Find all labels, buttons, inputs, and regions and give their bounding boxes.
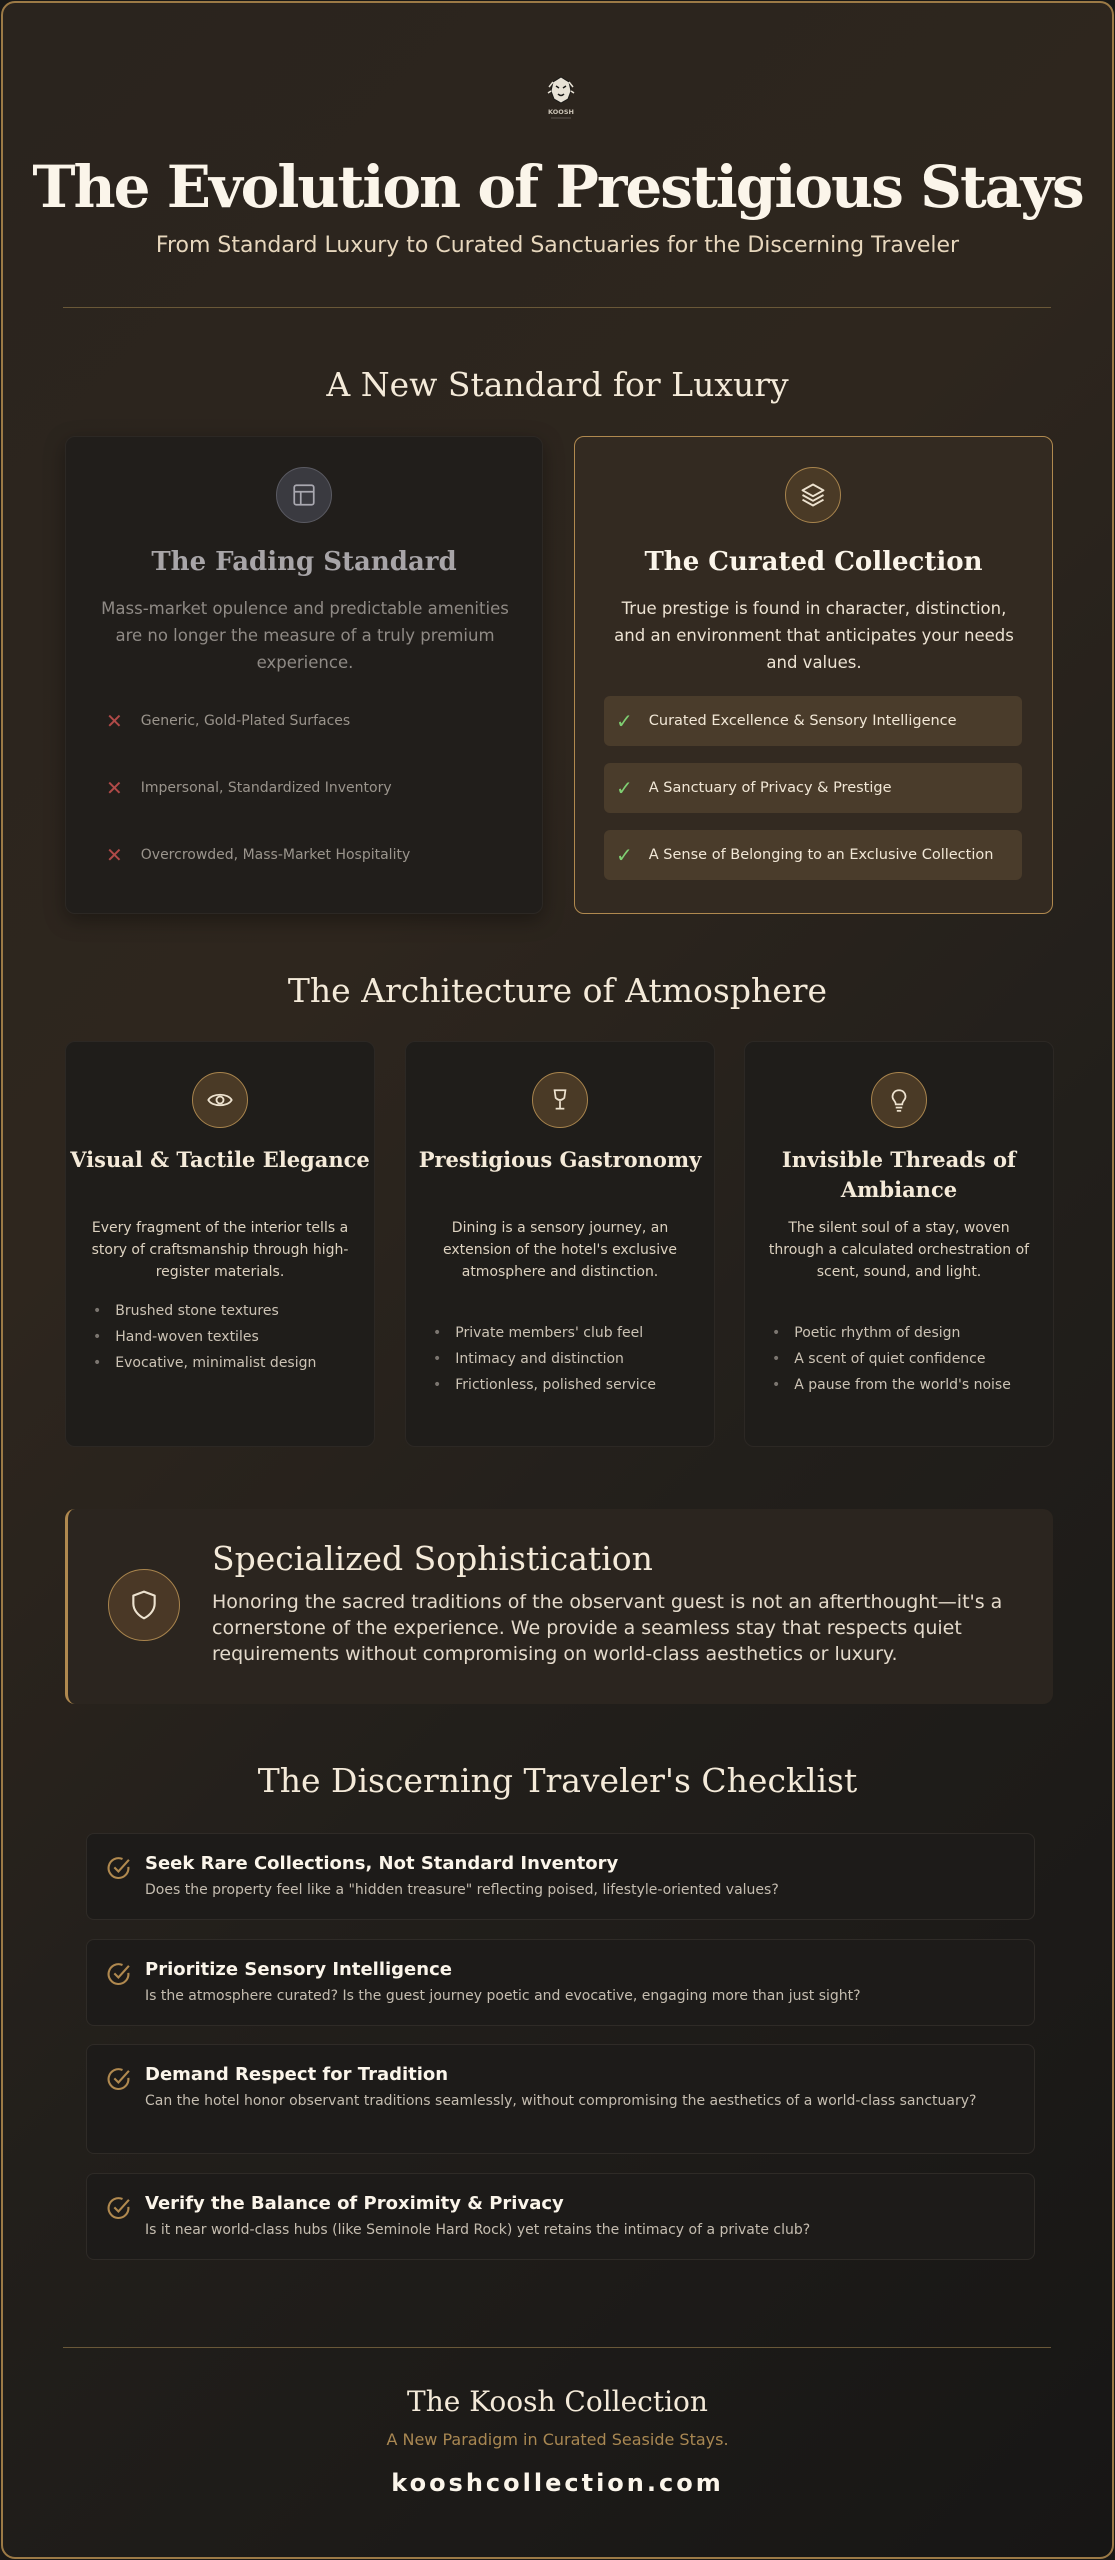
check-circle-icon — [105, 1960, 133, 1988]
specialized-title: Specialized Sophistication — [212, 1539, 653, 1578]
divider — [63, 2347, 1051, 2348]
list-item: ✕ Impersonal, Standardized Inventory — [106, 776, 392, 800]
pillar-title: Visual & Tactile Elegance — [70, 1147, 370, 1172]
footer-tagline: A New Paradigm in Curated Seaside Stays. — [386, 2430, 729, 2449]
curated-description: True prestige is found in character, distinction, and an environment that anticipates your needs and values. — [614, 599, 1014, 672]
checklist-item — [86, 1939, 1035, 2026]
divider — [63, 307, 1051, 308]
checklist-text: Is it near world-class hubs (like Seminole Hard Rock) yet retains the intimacy of a private club? — [145, 2222, 811, 2238]
check-icon: ✓ — [616, 843, 633, 867]
lightbulb-icon — [871, 1072, 927, 1128]
list-item: • Brushed stone textures — [93, 1303, 279, 1319]
list-item: • Hand-woven textiles — [93, 1329, 259, 1345]
footer-name: The Koosh Collection — [407, 2385, 708, 2418]
comparison-heading: A New Standard for Luxury — [326, 365, 789, 404]
wine-glass-icon — [532, 1072, 588, 1128]
pillar-description: The silent soul of a stay, woven through a calculated orchestration of scent, sound, and light. — [768, 1220, 1030, 1280]
fading-standard-card — [65, 436, 543, 914]
fading-title: The Fading Standard — [151, 547, 457, 577]
pillar-card — [405, 1041, 715, 1447]
eye-icon — [192, 1072, 248, 1128]
checklist-text: Is the atmosphere curated? Is the guest journey poetic and evocative, engaging more than just sight? — [145, 1988, 861, 2004]
list-item: ✓ Curated Excellence & Sensory Intelligence — [604, 696, 1022, 746]
checklist-title: Verify the Balance of Proximity & Privacy — [145, 2193, 564, 2214]
check-circle-icon — [105, 2065, 133, 2093]
curated-collection-card — [574, 436, 1053, 914]
cross-icon: ✕ — [106, 843, 123, 867]
layout-icon — [276, 467, 332, 523]
list-item: • A pause from the world's noise — [772, 1377, 1011, 1393]
brand-logo[interactable] — [539, 73, 583, 123]
pillar-description: Every fragment of the interior tells a story of craftsmanship through high-register materials. — [91, 1220, 349, 1280]
checklist-item — [86, 2044, 1035, 2154]
fading-description: Mass-market opulence and predictable amenities are no longer the measure of a truly premium experience. — [101, 599, 509, 672]
list-item: ✓ A Sense of Belonging to an Exclusive Collection — [604, 830, 1022, 880]
curated-title: The Curated Collection — [644, 547, 983, 577]
atmosphere-heading: The Architecture of Atmosphere — [287, 971, 828, 1010]
website-link[interactable]: kooshcollection.com — [391, 2469, 724, 2497]
pillar-description: Dining is a sensory journey, an extension of the hotel's exclusive atmosphere and distinction. — [442, 1220, 678, 1280]
list-item: • Frictionless, polished service — [433, 1377, 656, 1393]
layers-icon — [785, 467, 841, 523]
svg-text:KOOSH: KOOSH — [548, 108, 574, 116]
checklist-item — [86, 1833, 1035, 1920]
check-icon: ✓ — [616, 709, 633, 733]
pillar-title: Prestigious Gastronomy — [418, 1147, 702, 1172]
pillar-title: Invisible Threads of Ambiance — [781, 1147, 1017, 1202]
check-icon: ✓ — [616, 776, 633, 800]
list-item: • Private members' club feel — [433, 1325, 644, 1341]
specialized-panel — [65, 1509, 1053, 1704]
list-item: • A scent of quiet confidence — [772, 1351, 986, 1367]
checklist-title: Demand Respect for Tradition — [145, 2064, 449, 2085]
specialized-body: Honoring the sacred traditions of the observant guest is not an afterthought—it's a cornerstone of the experience. We provide a seamless stay that respects quiet requirements without compromising on world-class aesthetics or luxury. — [212, 1591, 1003, 1665]
check-circle-icon — [105, 1854, 133, 1882]
checklist-text: Does the property feel like a "hidden treasure" reflecting poised, lifestyle-oriented values? — [145, 1882, 779, 1898]
list-item: ✕ Overcrowded, Mass-Market Hospitality — [106, 843, 411, 867]
list-item: • Poetic rhythm of design — [772, 1325, 961, 1341]
pillar-card — [65, 1041, 375, 1447]
page-subtitle: From Standard Luxury to Curated Sanctuaries for the Discerning Traveler — [155, 233, 960, 258]
shield-icon — [108, 1569, 180, 1641]
checklist-title: Seek Rare Collections, Not Standard Inventory — [145, 1853, 619, 1874]
checklist-title: Prioritize Sensory Intelligence — [145, 1959, 452, 1980]
checklist-item — [86, 2173, 1035, 2260]
page-title: The Evolution of Prestigious Stays — [32, 153, 1083, 221]
check-circle-icon — [105, 2194, 133, 2222]
cross-icon: ✕ — [106, 776, 123, 800]
list-item: ✕ Generic, Gold-Plated Surfaces — [106, 709, 351, 733]
lion-crest-icon — [539, 73, 583, 123]
cross-icon: ✕ — [106, 709, 123, 733]
checklist-heading: The Discerning Traveler's Checklist — [257, 1761, 858, 1800]
list-item: • Evocative, minimalist design — [93, 1355, 317, 1371]
list-item: ✓ A Sanctuary of Privacy & Prestige — [604, 763, 1022, 813]
list-item: • Intimacy and distinction — [433, 1351, 624, 1367]
checklist-text: Can the hotel honor observant traditions seamlessly, without compromising the aesthetics of a world-class sanctuary? — [145, 2093, 977, 2109]
infographic-frame — [1, 1, 1114, 2559]
pillar-card — [744, 1041, 1054, 1447]
